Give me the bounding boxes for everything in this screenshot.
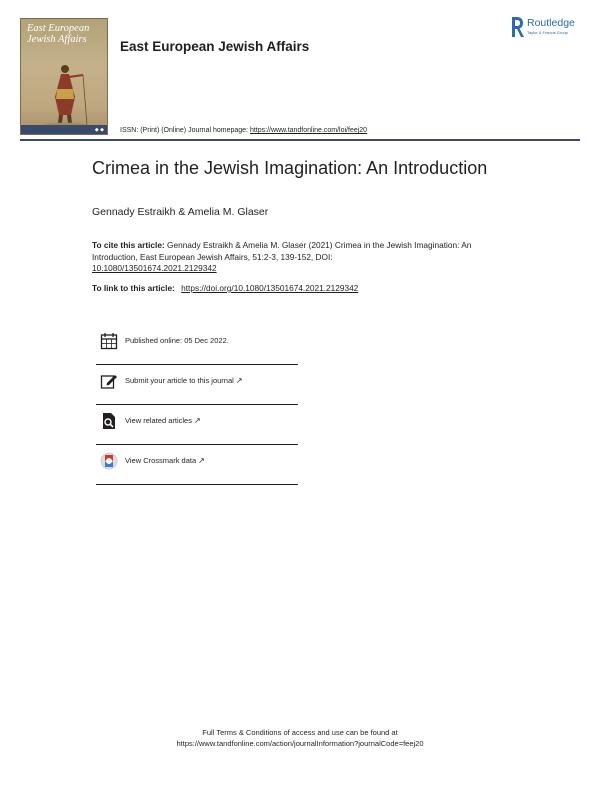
publisher-name: Routledge	[527, 17, 575, 29]
published-online	[96, 325, 298, 365]
footer-terms-link[interactable]: https://www.tandfonline.com/action/journalInformation?journalCode=feej20	[176, 739, 424, 748]
article-link[interactable]: https://doi.org/10.1080/13501674.2021.2129342	[181, 283, 359, 293]
doi-link[interactable]: 10.1080/13501674.2021.2129342	[92, 263, 217, 274]
article-actions	[96, 325, 298, 485]
journal-cover	[20, 18, 108, 135]
calendar-icon	[100, 332, 118, 350]
routledge-r-icon	[510, 16, 524, 38]
published-online-label: Published online: 05 Dec 2022.	[125, 336, 229, 345]
submit-article-label: Submit your article to this journal	[125, 376, 234, 385]
cite-label: To cite this article:	[92, 240, 165, 250]
crossmark-link[interactable]	[96, 445, 298, 485]
external-link-icon: ↗	[235, 376, 243, 385]
footer-terms-text: Full Terms & Conditions of access and use can be found at	[202, 728, 398, 737]
related-articles-label-wrap	[125, 416, 201, 425]
link-label: To link to this article:	[92, 283, 175, 293]
cover-title: East European Jewish Affairs	[27, 23, 90, 45]
publisher-tagline: Taylor & Francis Group	[527, 30, 568, 35]
crossmark-icon	[100, 452, 118, 470]
related-articles-link[interactable]	[96, 405, 298, 445]
publisher-logo	[510, 16, 590, 40]
external-link-icon: ↗	[193, 416, 201, 425]
journal-homepage-link[interactable]: https://www.tandfonline.com/loi/feej20	[249, 127, 368, 134]
cite-text: Gennady Estraikh & Amelia M. Glaser (2021) Crimea in the Jewish Imagination: An Introduction, East European Jewish Affairs, 51:2-3, 139-152, DOI:	[92, 240, 472, 262]
submit-icon	[100, 372, 118, 390]
submit-article-link[interactable]	[96, 365, 298, 405]
footer	[0, 727, 600, 749]
issn-line	[120, 127, 367, 134]
submit-article-label-wrap	[125, 376, 243, 385]
related-articles-label: View related articles	[125, 416, 192, 425]
citation-block	[92, 240, 482, 275]
cover-publisher-logo: ◆ ◆	[94, 127, 104, 133]
header-divider	[20, 139, 580, 141]
crossmark-label: View Crossmark data	[125, 456, 197, 465]
article-link-line	[92, 283, 358, 293]
article-title: Crimea in the Jewish Imagination: An Introduction	[92, 158, 488, 178]
related-articles-icon	[100, 412, 118, 430]
article-authors: Gennady Estraikh & Amelia M. Glaser	[92, 206, 269, 218]
crossmark-label-wrap	[125, 456, 205, 465]
journal-title: East European Jewish Affairs	[120, 39, 310, 54]
issn-label: ISSN: (Print) (Online) Journal homepage:	[120, 127, 248, 134]
external-link-icon: ↗	[198, 456, 205, 465]
